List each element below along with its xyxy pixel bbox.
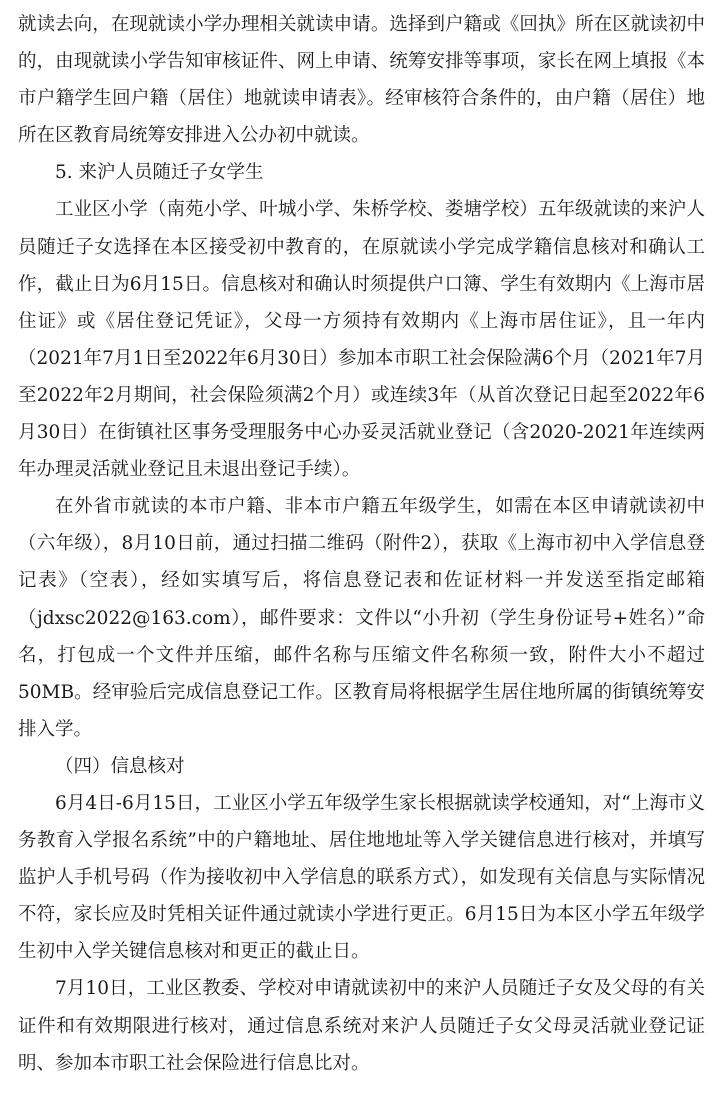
- paragraph-continuation: 就读去向，在现就读小学办理相关就读申请。选择到户籍或《回执》所在区就读初中的，由现就读小学告知审核证件、网上申请、统筹安排等事项，家长在网上填报《本市户籍学生回户籍（居住）地就读申请表》。经审核符合条件的，由户籍（居住）地所在区教育局统筹安排进入公办初中就读。: [18, 14, 705, 147]
- paragraph-out-of-province-students: 在外省市就读的本市户籍、非本市户籍五年级学生，如需在本区申请就读初中（六年级），8月10日前，通过扫描二维码（附件2），获取《上海市初中入学信息登记表》（空表），经如实填写后，将信息登记表和佐证材料一并发送至指定邮箱（jdxsc2022@163.com），邮件要求：文件以“小升初（学生身份证号+姓名）”命名，打包成一个文件并压缩，邮件名称与压缩文件名称须一致，附件大小不超过50MB。经审验后完成信息登记工作。区教育局将根据学生居住地所属的街镇统筹安排入学。: [18, 496, 705, 740]
- paragraph-information-check-dates: 6月4日-6月15日，工业区小学五年级学生家长根据就读学校通知，对“上海市义务教育入学报名系统”中的户籍地址、居住地地址等入学关键信息进行核对，并填写监护人手机号码（作为接收初中入学信息的联系方式），如发现有关信息与实际情况不符，家长应及时凭相关证件通过就读小学进行更正。6月15日为本区小学五年级学生初中入学关键信息核对和更正的截止日。: [18, 792, 705, 963]
- section-heading-migrant-children: 5. 来沪人员随迁子女学生: [55, 162, 264, 184]
- section-heading-information-check: （四）信息核对: [55, 755, 185, 777]
- paragraph-verification-july: 7月10日，工业区教委、学校对申请就读初中的来沪人员随迁子女及父母的有关证件和有效期限进行核对，通过信息系统对来沪人员随迁子女父母灵活就业登记证明、参加本市职工社会保险进行信息比对。: [18, 978, 705, 1074]
- paragraph-migrant-children-requirements: 工业区小学（南苑小学、叶城小学、朱桥学校、娄塘学校）五年级就读的来沪人员随迁子女选择在本区接受初中教育的，在原就读小学完成学籍信息核对和确认工作，截止日为6月15日。信息核对和确认时须提供户口簿、学生有效期内《上海市居住证》或《居住登记凭证》，父母一方须持有效期内《上海市居住证》，且一年内（2021年7月1日至2022年6月30日）参加本市职工社会保险满6个月（2021年7月至2022年2月期间，社会保险须满2个月）或连续3年（从首次登记日起至2022年6月30日）在街镇社区事务受理服务中心办妥灵活就业登记（含2020-2021年连续两年办理灵活就业登记且未退出登记手续）。: [18, 199, 705, 481]
